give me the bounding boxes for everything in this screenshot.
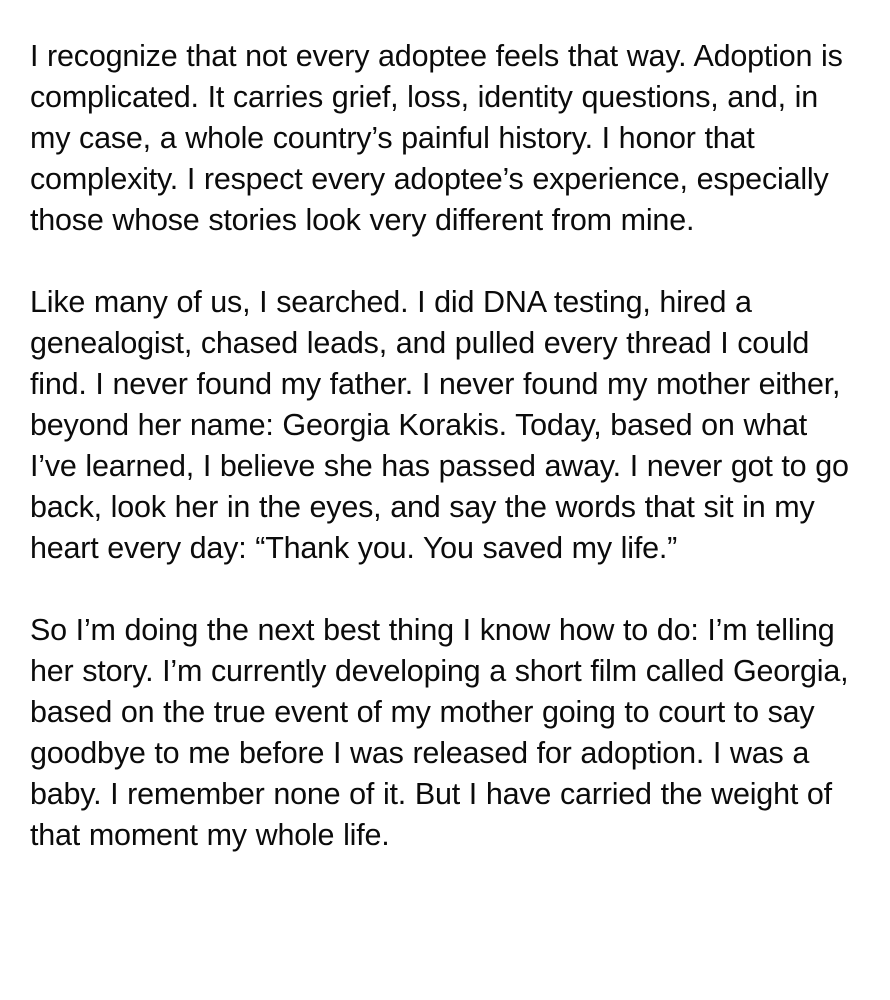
paragraph-3: So I’m doing the next best thing I know how to do: I’m telling her story. I’m currently developing a short film called Georgia, based on the true event of my mother going to court to say goodbye to me before I was released for adoption. I was a baby. I remember none of it. But I have carried the weight of that moment my whole life. <box>30 613 858 852</box>
paragraph-1: I recognize that not every adoptee feels that way. Adoption is complicated. It carries grief, loss, identity questions, and, in my case, a whole country’s painful history. I honor that complexity. I respect every adoptee’s experience, especially those whose stories look very different from mine. <box>30 39 852 237</box>
paragraph-2: Like many of us, I searched. I did DNA testing, hired a genealogist, chased leads, and pulled every thread I could find. I never found my father. I never found my mother either, beyond her name: Georgia Korakis. Today, based on what I’ve learned, I believe she has passed away. I never got to go back, look her in the eyes, and say the words that sit in my heart every day: “Thank you. You saved my life.” <box>30 285 858 565</box>
